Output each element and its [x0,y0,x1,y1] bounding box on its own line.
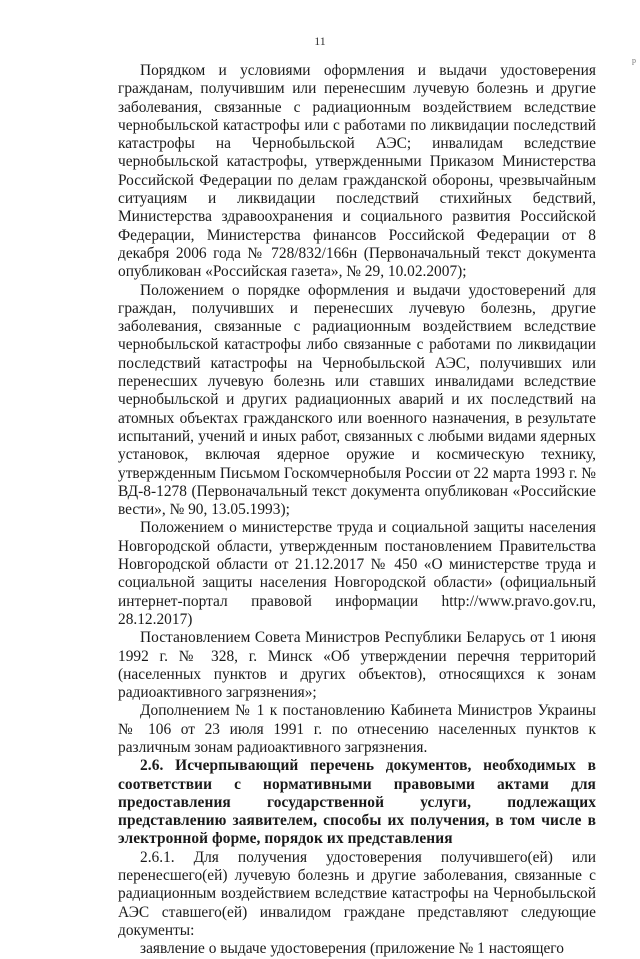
paragraph-belarus-resolution: Постановлением Совета Министров Республики Беларусь от 1 июня 1992 г. № 328, г. Минск «Об утверждении перечня территорий (населенных пунктов и других объектов), относящихся к зонам радиоактивного загрязнения»; [118,629,596,702]
page-number: 11 [314,34,326,48]
paragraph-application: заявление о выдаче удостоверения (приложение № 1 настоящего [140,940,564,958]
paragraph-regulation-certificates: Положением о порядке оформления и выдачи удостоверений для граждан, получивших и перенесших лучевую болезнь, другие заболевания, связанные с радиационным воздействием вследствие чернобыльской катастрофы либо связанные с работами по ликвидации последствий катастрофы на Чернобыльской АЭС, получивших или перенесших лучевую болезнь или ставших инвалидами вследствие чернобыльской и других радиационных аварий и их последствий на атомных объектах гражданского или военного назначения, в результате испытаний, учений и иных работ, связанных с любыми видами ядерных установок, включая ядерное оружие и космическую технику, утвержденным Письмом Госкомчернобыля России от 22 марта 1993 г. № ВД-8-1278 (Первоначальный текст документа опубликован «Российские вести», № 90, 13.05.1993); [118,281,596,519]
paragraph-order-procedure: Порядком и условиями оформления и выдачи удостоверения гражданам, получившим или перенесшим лучевую болезнь и другие заболевания, связанные с радиационным воздействием вследствие чернобыльской катастрофы или с работами по ликвидации последствий катастрофы на Чернобыльской АЭС; инвалидам вследствие чернобыльской катастрофы, утвержденными Приказом Министерства Российской Федерации по делам гражданской обороны, чрезвычайным ситуациям и ликвидации последствий стихийных бедствий, Министерства здравоохранения и социального развития Российской Федерации, Министерства финансов Российской Федерации от 8 декабря 2006 года № 728/832/166н (Первоначальный текст документа опубликован «Российская газета», № 29, 10.02.2007); [118,62,596,281]
paragraph-ukraine-addendum: Дополнением № 1 к постановлению Кабинета Министров Украины № 106 от 23 июля 1991 г. по отнесению населенных пунктов к различным зонам радиоактивного загрязнения. [118,702,596,756]
document-body [118,62,596,959]
paragraph-ministry-regulation: Положением о министерстве труда и социальной защиты населения Новгородской области, утвержденным постановлением Правительства Новгородской области от 21.12.2017 № 450 «О министерстве труда и социальной защиты населения Новгородской области» (официальный интернет-портал правовой информации http://www.pravo.gov.ru, 28.12.2017) [118,519,596,628]
section-heading-2-6: 2.6. Исчерпывающий перечень документов, необходимых в соответствии с нормативными правовыми актами для предоставления государственной услуги, подлежащих представлению заявителем, способы их получения, в том числе в электронной форме, порядок их представления [118,757,596,848]
paragraph-2-6-1: 2.6.1. Для получения удостоверения получившего(ей) или перенесшего(ей) лучевую болезнь и другие заболевания, связанные с радиационным воздействием вследствие катастрофы на Чернобыльской АЭС ставшего(ей) инвалидом граждане представляют следующие документы: [118,848,596,939]
margin-mark: р [632,56,636,65]
